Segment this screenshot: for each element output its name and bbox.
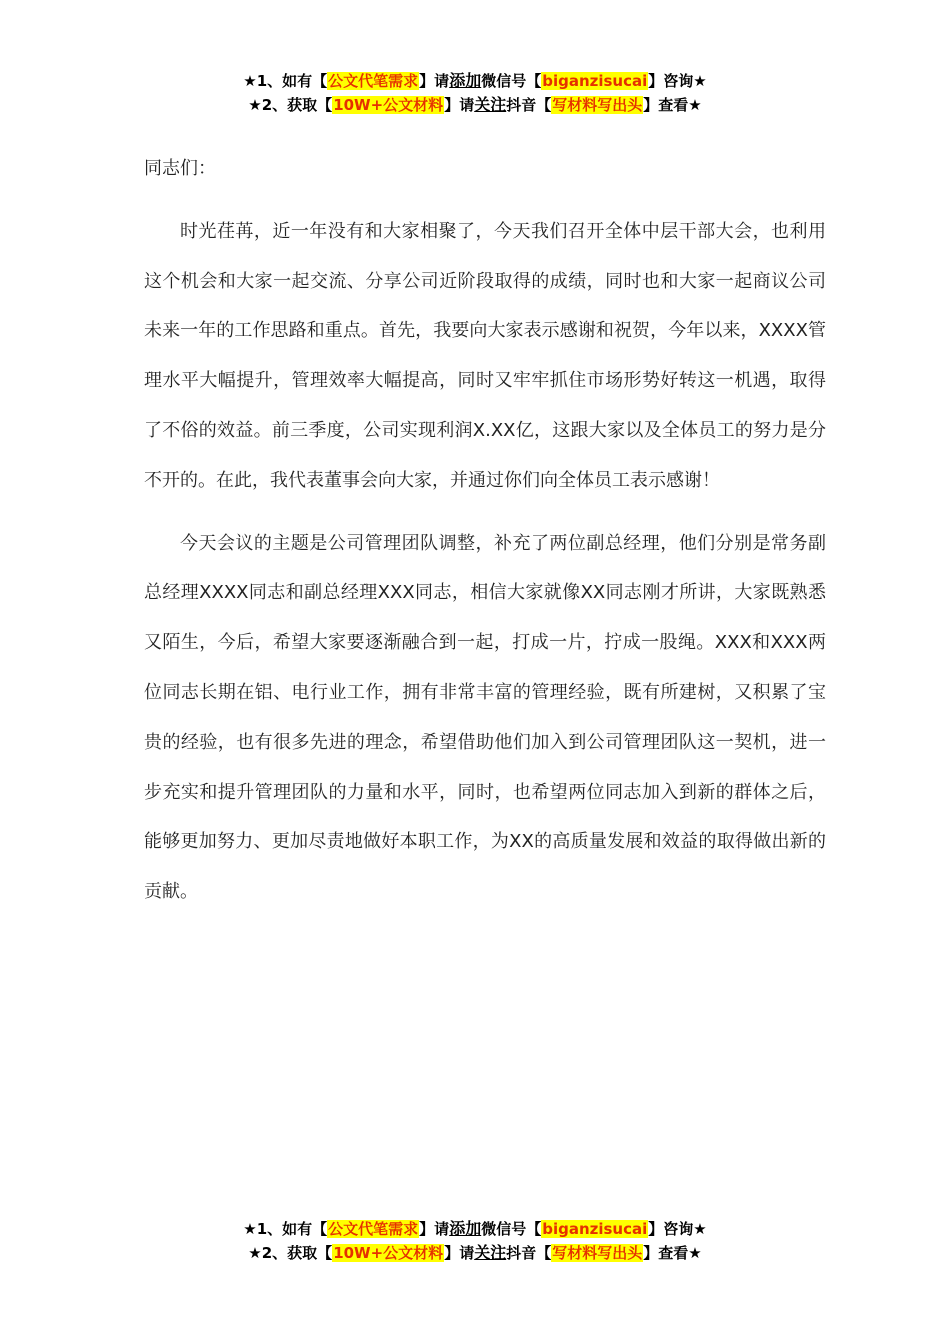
banner-text: ★1、如有【 <box>243 72 328 90</box>
banner-text: 】查看★ <box>643 96 702 114</box>
paragraph-1: 时光荏苒，近一年没有和大家相聚了，今天我们召开全体中层干部大会，也利用这个机会和大家一起交流、分享公司近阶段取得的成绩，同时也和大家一起商议公司未来一年的工作思路和重点。首先，我要向大家表示感谢和祝贺，今年以来，XXXX管理水平大幅提升，管理效率大幅提高，同时又牢牢抓住市场形势好转这一机遇，取得了不俗的效益。前三季度，公司实现利润X.XX亿，这跟大家以及全体员工的努力是分不开的。在此，我代表董事会向大家，并通过你们向全体员工表示感谢！ <box>144 220 826 491</box>
banner-text: 抖音【 <box>506 1244 552 1262</box>
document-body <box>144 144 826 930</box>
footer-banner-line-1 <box>0 1217 950 1241</box>
banner-text: 微信号【 <box>481 1220 542 1238</box>
banner-text: 微信号【 <box>481 72 542 90</box>
underline-add: 添加 <box>449 71 482 90</box>
banner-text: 】请 <box>444 1244 475 1262</box>
header-banner-line-2 <box>0 93 950 117</box>
banner-text: 抖音【 <box>506 96 552 114</box>
header-banner <box>0 69 950 117</box>
banner-text: 】请 <box>444 96 475 114</box>
highlight-wechat-id: biganzisucai <box>542 1220 648 1238</box>
highlight-douyin-id: 写材料写出头 <box>552 1244 643 1262</box>
banner-text: 】查看★ <box>643 1244 702 1262</box>
footer-banner-line-2 <box>0 1241 950 1265</box>
highlight-service: 公文代笔需求 <box>328 1220 419 1238</box>
banner-text: 】咨询★ <box>648 72 707 90</box>
highlight-materials: 10W+公文材料 <box>333 96 444 114</box>
underline-add: 添加 <box>449 1219 482 1238</box>
highlight-service: 公文代笔需求 <box>328 72 419 90</box>
footer-banner <box>0 1217 950 1265</box>
banner-text: 】咨询★ <box>648 1220 707 1238</box>
paragraph-2: 今天会议的主题是公司管理团队调整，补充了两位副总经理，他们分别是常务副总经理XXXX同志和副总经理XXX同志，相信大家就像XX同志刚才所讲，大家既熟悉又陌生，今后，希望大家要逐渐融合到一起，打成一片，拧成一股绳。XXX和XXX两位同志长期在铝、电行业工作，拥有非常丰富的管理经验，既有所建树，又积累了宝贵的经验，也有很多先进的理念，希望借助他们加入到公司管理团队这一契机，进一步充实和提升管理团队的力量和水平，同时，也希望两位同志加入到新的群体之后，能够更加努力、更加尽责地做好本职工作，为XX的高质量发展和效益的取得做出新的贡献。 <box>144 532 826 903</box>
underline-follow: 关注 <box>474 95 507 114</box>
banner-text: ★2、获取【 <box>248 1244 333 1262</box>
highlight-materials: 10W+公文材料 <box>333 1244 444 1262</box>
banner-text: ★1、如有【 <box>243 1220 328 1238</box>
greeting: 同志们： <box>144 158 216 179</box>
banner-text: 】请 <box>419 1220 450 1238</box>
banner-text: ★2、获取【 <box>248 96 333 114</box>
highlight-douyin-id: 写材料写出头 <box>552 96 643 114</box>
underline-follow: 关注 <box>474 1243 507 1262</box>
header-banner-line-1 <box>0 69 950 93</box>
banner-text: 】请 <box>419 72 450 90</box>
highlight-wechat-id: biganzisucai <box>542 72 648 90</box>
